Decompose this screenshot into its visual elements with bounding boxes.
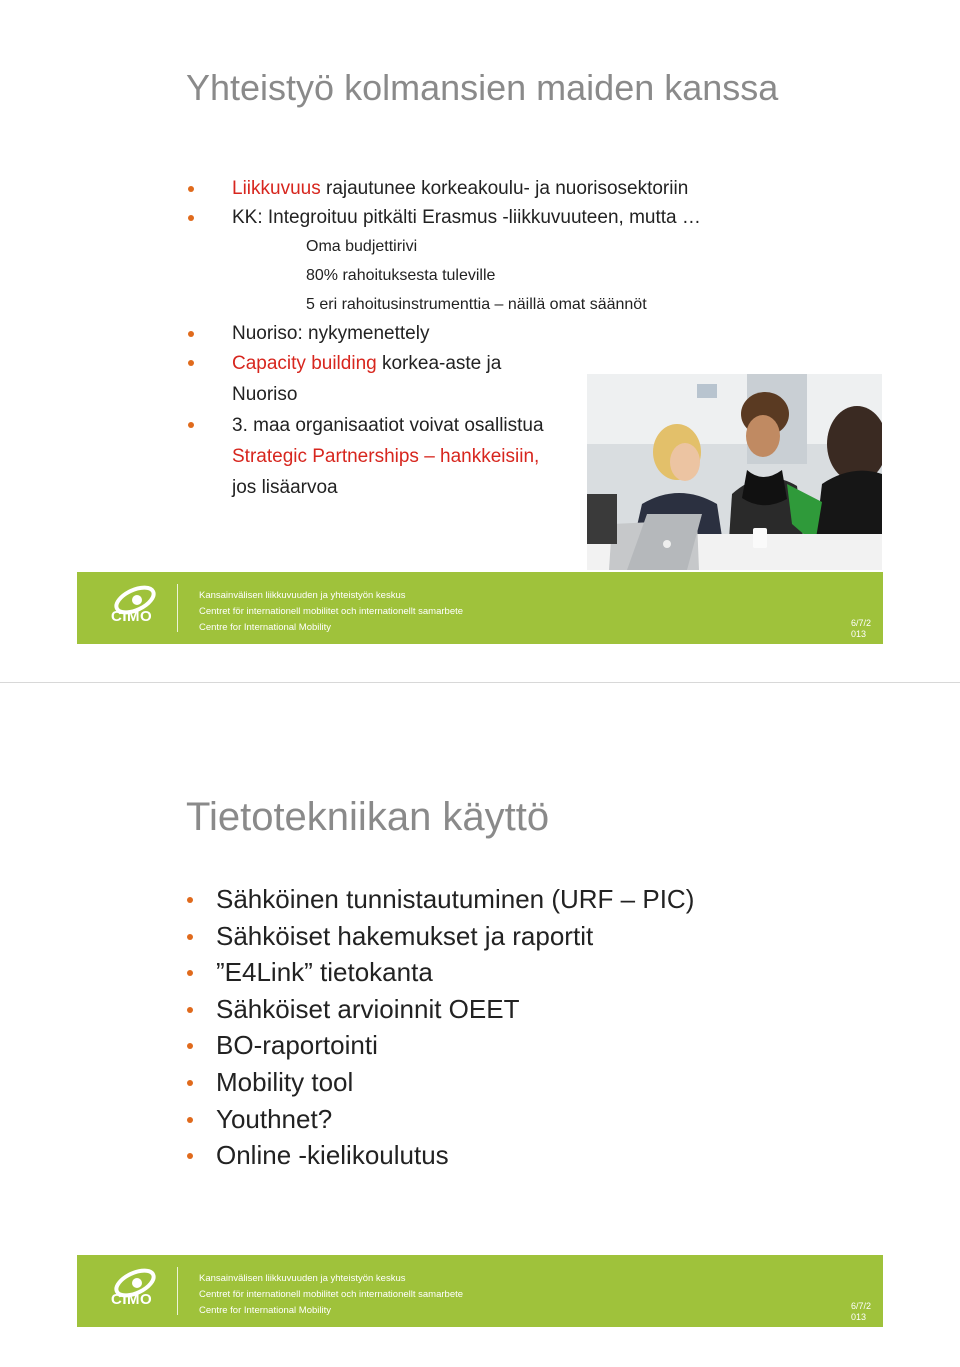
item-text: ”E4Link” tietokanta <box>216 957 433 988</box>
slide-title: Tietotekniikan käyttö <box>186 795 550 839</box>
item-text: Mobility tool <box>216 1066 354 1097</box>
slide-title: Yhteistyö kolmansien maiden kanssa <box>186 67 779 108</box>
list-item <box>186 348 562 410</box>
highlight-text: Liikkuvuus <box>232 178 321 199</box>
bullet-icon <box>188 422 194 428</box>
bullet-icon <box>188 186 194 192</box>
slide-2 <box>0 683 960 1367</box>
slide-date: 6/7/2 013 <box>850 618 871 639</box>
sub-list-item: Oma budjettirivi <box>306 238 418 255</box>
item-text: Nuoriso: nykymenettely <box>232 323 430 344</box>
footer-divider <box>177 584 178 632</box>
list-item <box>186 1064 826 1101</box>
footer-bar <box>77 572 883 644</box>
slide-1 <box>0 0 960 683</box>
list-item <box>186 203 701 232</box>
item-text: korkea-aste ja Nuoriso <box>232 353 502 405</box>
list-item <box>186 991 826 1028</box>
item-text: 3. maa organisaatiot voivat osallistua <box>232 415 544 436</box>
bullet-icon <box>187 970 193 976</box>
bullet-icon <box>187 1043 193 1049</box>
org-name-fi: Kansainvälisen liikkuvuuden ja yhteistyön keskus <box>199 1273 406 1284</box>
item-text: rajautunee korkeakoulu- ja nuorisosektoriin <box>320 178 689 199</box>
org-name-sv: Centret för internationell mobilitet och internationellt samarbete <box>199 606 464 617</box>
org-name-en: Centre for International Mobility <box>199 1305 332 1316</box>
bullet-icon <box>188 360 194 366</box>
sub-list-item: 5 eri rahoitusinstrumenttia – näillä omat säännöt <box>306 296 647 313</box>
list-item <box>186 1027 826 1064</box>
sub-list-item: 80% rahoituksesta tuleville <box>306 267 496 284</box>
bullet-icon <box>188 331 194 337</box>
item-text: BO-raportointi <box>216 1030 378 1061</box>
bullet-icon <box>187 1117 193 1123</box>
org-name-fi: Kansainvälisen liikkuvuuden ja yhteistyön keskus <box>199 590 406 601</box>
org-name-sv: Centret för internationell mobilitet och internationellt samarbete <box>199 1289 464 1300</box>
list-item <box>186 319 586 348</box>
bullet-icon <box>187 1080 193 1086</box>
bullet-list <box>186 174 701 503</box>
item-text: Sähköiset hakemukset ja raportit <box>216 920 594 951</box>
list-item <box>186 410 562 503</box>
bullet-icon <box>187 897 193 903</box>
slide-date: 6/7/2 013 <box>850 1301 871 1322</box>
list-item <box>186 1137 826 1174</box>
org-name-en: Centre for International Mobility <box>199 622 332 633</box>
logo-text: CIMO <box>111 608 153 625</box>
bullet-icon <box>187 1153 193 1159</box>
bullet-icon <box>187 1007 193 1013</box>
list-item <box>186 1101 826 1138</box>
item-text: Youthnet? <box>216 1103 333 1134</box>
item-text: Sähköinen tunnistautuminen (URF – PIC) <box>216 884 695 914</box>
bullet-icon <box>187 934 193 940</box>
footer-bar <box>77 1255 883 1327</box>
item-text: Online -kielikoulutus <box>216 1140 449 1171</box>
highlight-text: Strategic Partnerships – hankkeisiin, <box>232 446 540 467</box>
list-item <box>186 918 826 955</box>
students-photo-image <box>587 374 882 570</box>
highlight-text: Capacity building <box>232 353 377 374</box>
list-item <box>186 174 689 203</box>
footer-divider <box>177 1267 178 1315</box>
students-photo <box>587 374 882 570</box>
list-item <box>186 881 826 918</box>
list-item <box>186 954 826 991</box>
item-text: Sähköiset arvioinnit OEET <box>216 993 520 1024</box>
item-text: KK: Integroituu pitkälti Erasmus -liikkuvuuteen, mutta … <box>232 207 701 228</box>
item-text: jos lisäarvoa <box>232 477 338 498</box>
bullet-list <box>186 881 826 1174</box>
logo-text: CIMO <box>111 1291 153 1308</box>
bullet-icon <box>188 215 194 221</box>
